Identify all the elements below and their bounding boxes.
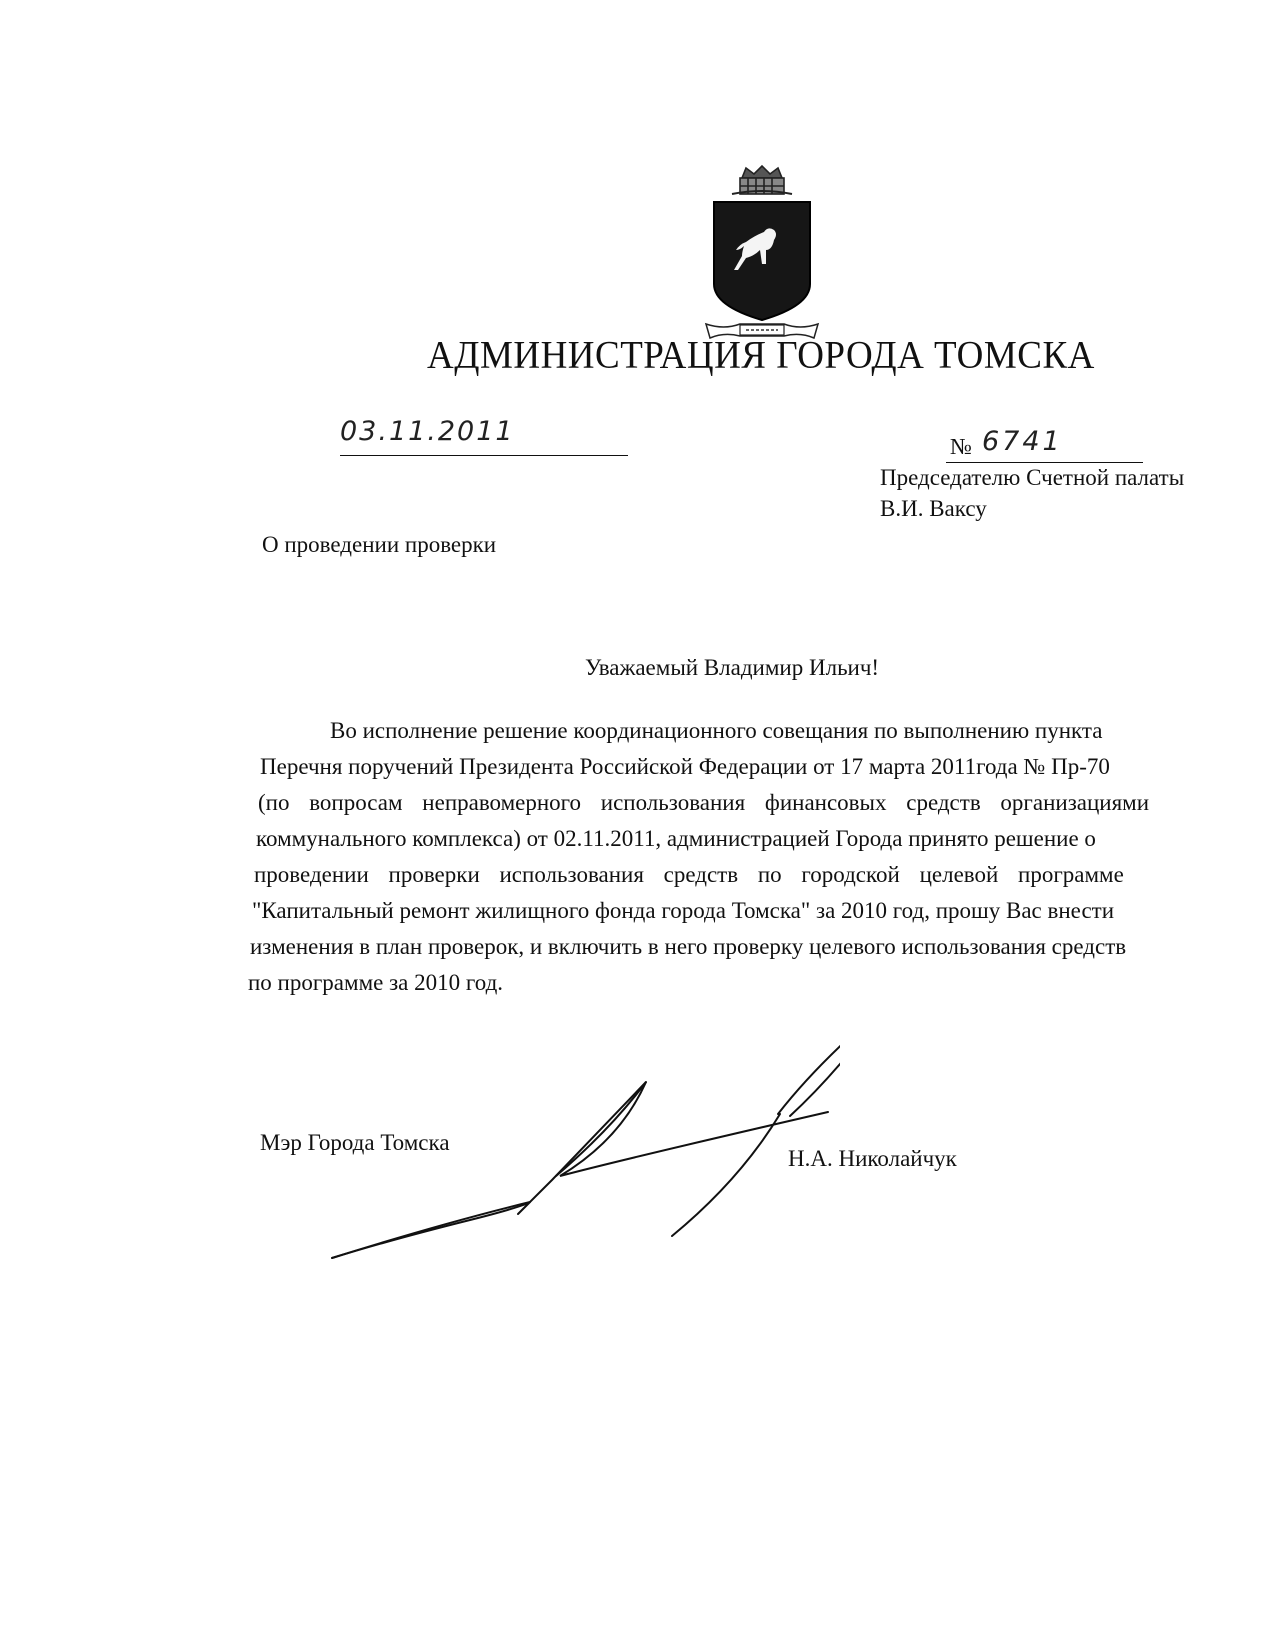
registration-number: 6741 xyxy=(982,426,1063,457)
registration-date: 03.11.2011 xyxy=(340,412,628,456)
recipient-block xyxy=(880,462,1184,524)
recipient-name: В.И. Ваксу xyxy=(880,496,987,521)
letter-greeting: Уважаемый Владимир Ильич! xyxy=(585,655,880,680)
body-line: Перечня поручений Президента Российской Федерации от 17 марта 2011года № Пр-70 xyxy=(260,754,1110,779)
body-line: коммунального комплекса) от 02.11.2011, администрацией Города принято решение о xyxy=(256,826,1096,851)
body-line: изменения в план проверок, и включить в него проверку целевого использования средств xyxy=(250,934,1127,959)
tomsk-coat-of-arms-icon xyxy=(704,164,820,346)
body-line: проведении проверки использования средств по городской целевой программе xyxy=(254,862,1124,887)
letter-subject: О проведении проверки xyxy=(262,532,497,557)
body-line: по программе за 2010 год. xyxy=(248,970,504,995)
body-line: "Капитальный ремонт жилищного фонда города Томска" за 2010 год, прошу Вас внести xyxy=(252,898,1115,923)
body-line: (по вопросам неправомерного использования финансовых средств организациями xyxy=(258,790,1150,815)
recipient-position: Председателю Счетной палаты xyxy=(880,465,1185,490)
handwritten-signature xyxy=(320,980,840,1280)
organization-title: АДМИНИСТРАЦИЯ ГОРОДА ТОМСКА xyxy=(427,333,1095,378)
registration-number-line xyxy=(946,426,1143,463)
letter-body xyxy=(248,718,1238,1018)
signatory-name: Н.А. Николайчук xyxy=(788,1146,957,1171)
signatory-position: Мэр Города Томска xyxy=(260,1130,450,1155)
body-line: Во исполнение решение координационного совещания по выполнению пункта xyxy=(330,718,1103,743)
number-sign: № xyxy=(950,434,972,459)
